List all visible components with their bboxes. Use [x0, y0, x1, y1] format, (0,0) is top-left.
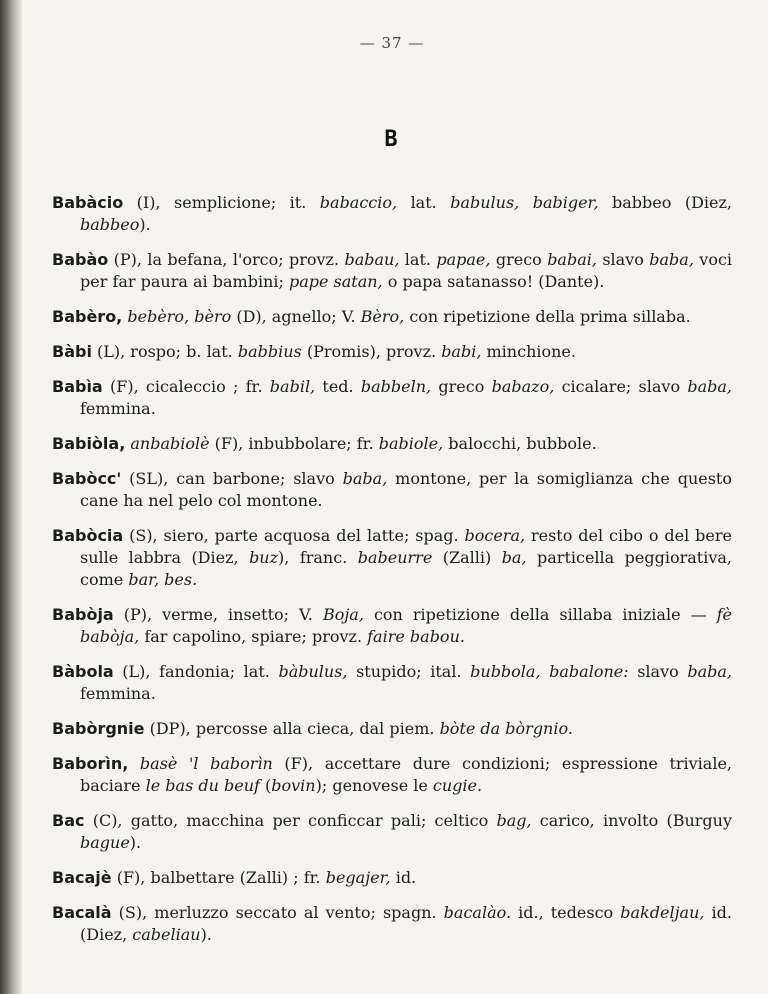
section-letter-heading: B [384, 127, 400, 152]
entry-italic-term: anbabiolè [130, 434, 210, 453]
dictionary-entry [52, 525, 732, 591]
dictionary-entry [52, 376, 732, 420]
entry-text: ). [200, 925, 212, 944]
entry-italic-term: begajer, [325, 868, 391, 887]
entry-headword: Bacalà [52, 903, 112, 922]
entry-text: greco [490, 250, 548, 269]
entry-text: id. [390, 868, 417, 887]
entry-italic-term: buz [249, 548, 279, 567]
entry-headword: Babiòla, [52, 434, 126, 453]
dictionary-entries [52, 192, 732, 959]
entry-text: (DP), percosse alla cieca, dal piem. [144, 719, 440, 738]
entry-text: ( [259, 776, 272, 795]
entry-text: carico, involto (Burguy [531, 811, 733, 830]
dictionary-entry [52, 249, 732, 293]
entry-text: femmina. [80, 399, 156, 418]
entry-text: cicalare; slavo [554, 377, 688, 396]
entry-italic-term: ba, [501, 548, 527, 567]
entry-text: (S), siero, parte acquosa del latte; spag. [123, 526, 465, 545]
entry-headword: Bac [52, 811, 85, 830]
entry-italic-term: babbeln, [360, 377, 432, 396]
entry-italic-term: baba, [687, 662, 733, 681]
entry-text: greco [431, 377, 492, 396]
entry-italic-term: baba, [649, 250, 694, 269]
entry-headword: Bàbi [52, 342, 92, 361]
entry-text: slavo [628, 662, 688, 681]
entry-text: particella peggiorativa, come [80, 548, 732, 589]
entry-text: ). [139, 215, 151, 234]
entry-italic-term: papae, [436, 250, 491, 269]
entry-text: femmina. [80, 684, 156, 703]
entry-text: lat. [397, 193, 451, 212]
entry-text: voci per far paura ai bambini; [80, 250, 733, 291]
entry-text: ). [129, 833, 142, 852]
entry-italic-term: bòte da bòrgnio. [439, 719, 573, 738]
dictionary-entry [52, 902, 732, 946]
entry-headword: Bacajè [52, 868, 112, 887]
entry-italic-term: bague [80, 833, 130, 852]
entry-text: ), franc. [278, 548, 358, 567]
entry-text: balocchi, bubbole. [443, 434, 597, 453]
dictionary-entry [52, 192, 732, 236]
entry-text: (SL), can barbone; slavo [121, 469, 343, 488]
entry-text: id. (Diez, [80, 903, 733, 944]
entry-text: (Promis), provz. [301, 342, 442, 361]
dictionary-entry [52, 468, 732, 512]
entry-text: ted. [315, 377, 361, 396]
entry-text: (F), accettare dure condizioni; espressione triviale, baciare [80, 754, 733, 795]
entry-italic-term: cabeliau [132, 925, 201, 944]
entry-text: (L), rospo; b. lat. [91, 342, 238, 361]
entry-italic-term: babi, [441, 342, 482, 361]
entry-headword: Babòja [52, 605, 114, 624]
entry-italic-term: babulus, babiger, [450, 193, 599, 212]
dictionary-entry [52, 604, 732, 648]
dictionary-entry [52, 718, 732, 740]
entry-text: lat. [399, 250, 437, 269]
entry-italic-term: fè babòja, [80, 605, 732, 646]
entry-italic-term: babazo, [491, 377, 555, 396]
entry-text: (I), semplicione; it. [123, 193, 320, 212]
entry-headword: Babàcio [52, 193, 124, 212]
entry-text: (L), fandonia; lat. [113, 662, 279, 681]
entry-text: far capolino, spiare; provz. [139, 627, 368, 646]
entry-text: babbeo (Diez, [598, 193, 733, 212]
entry-headword: Babòcia [52, 526, 124, 545]
entry-italic-term: babil, [269, 377, 316, 396]
entry-text: (P), la befana, l'orco; provz. [108, 250, 345, 269]
entry-text: id., tedesco [511, 903, 621, 922]
dictionary-entry [52, 661, 732, 705]
entry-text: con ripetizione della sillaba iniziale — [363, 605, 717, 624]
entry-italic-term: babbius [237, 342, 302, 361]
entry-italic-term: bocera, [464, 526, 526, 545]
entry-italic-term: babau, [344, 250, 400, 269]
entry-italic-term: baba, [687, 377, 733, 396]
entry-text: resto del cibo o del bere sulle labbra (Diez, [80, 526, 732, 567]
entry-text: o papa satanasso! (Dante). [382, 272, 605, 291]
entry-italic-term: bebèro, bèro [127, 307, 232, 326]
dictionary-entry [52, 306, 732, 328]
entry-italic-term: Boja, [322, 605, 364, 624]
dictionary-entry [52, 867, 732, 889]
entry-italic-term: cugie. [432, 776, 483, 795]
entry-italic-term: Bèro, [360, 307, 405, 326]
entry-text: (C), gatto, macchina per conficcar pali; celtico [84, 811, 497, 830]
entry-italic-term: baba, [342, 469, 388, 488]
entry-headword: Babòrgnie [52, 719, 145, 738]
entry-headword: Bàbola [52, 662, 114, 681]
book-binding-edge [0, 0, 22, 994]
entry-italic-term: babbeo [80, 215, 140, 234]
entry-headword: Babèro, [52, 307, 123, 326]
entry-text: minchione. [481, 342, 576, 361]
entry-italic-term: basè 'l baborìn [139, 754, 273, 773]
entry-italic-term: babiole, [378, 434, 444, 453]
entry-text: (F), cicaleccio ; fr. [102, 377, 270, 396]
entry-text: slavo [596, 250, 650, 269]
entry-italic-term: babeurre [357, 548, 433, 567]
dictionary-entry [52, 810, 732, 854]
entry-text: (Zalli) [432, 548, 502, 567]
entry-text [128, 754, 140, 773]
entry-text: (F), inbubbolare; fr. [209, 434, 379, 453]
entry-text: con ripetizione della prima sillaba. [404, 307, 691, 326]
dictionary-entry [52, 753, 732, 797]
entry-text: (S), merluzzo seccato al vento; spagn. [111, 903, 444, 922]
entry-headword: Babìa [52, 377, 103, 396]
entry-italic-term: bakdeljau, [620, 903, 705, 922]
entry-italic-term: bacalào. [443, 903, 512, 922]
page-number: — 37 — [359, 34, 425, 52]
entry-italic-term: bar, bes. [128, 570, 198, 589]
entry-italic-term: babai, [547, 250, 597, 269]
entry-text: montone, per la somiglianza che questo cane ha nel pelo col montone. [80, 469, 732, 510]
dictionary-entry [52, 341, 732, 363]
dictionary-page [52, 0, 732, 994]
entry-headword: Babòcc' [52, 469, 122, 488]
entry-italic-term: pape satan, [288, 272, 383, 291]
entry-text: (F), balbettare (Zalli) ; fr. [111, 868, 326, 887]
entry-italic-term: bubbola, babalone: [470, 662, 629, 681]
entry-italic-term: bovin [271, 776, 316, 795]
entry-text: (P), verme, insetto; V. [113, 605, 323, 624]
entry-italic-term: le bas du beuf [145, 776, 260, 795]
entry-italic-term: faire babou. [367, 627, 465, 646]
entry-italic-term: bag, [496, 811, 532, 830]
dictionary-entry [52, 433, 732, 455]
entry-italic-term: bàbulus, [278, 662, 348, 681]
entry-text: ); genovese le [315, 776, 433, 795]
entry-italic-term: babaccio, [319, 193, 398, 212]
entry-text: (D), agnello; V. [231, 307, 361, 326]
entry-text: stupido; ital. [347, 662, 471, 681]
entry-headword: Babào [52, 250, 109, 269]
entry-headword: Baborìn, [52, 754, 129, 773]
